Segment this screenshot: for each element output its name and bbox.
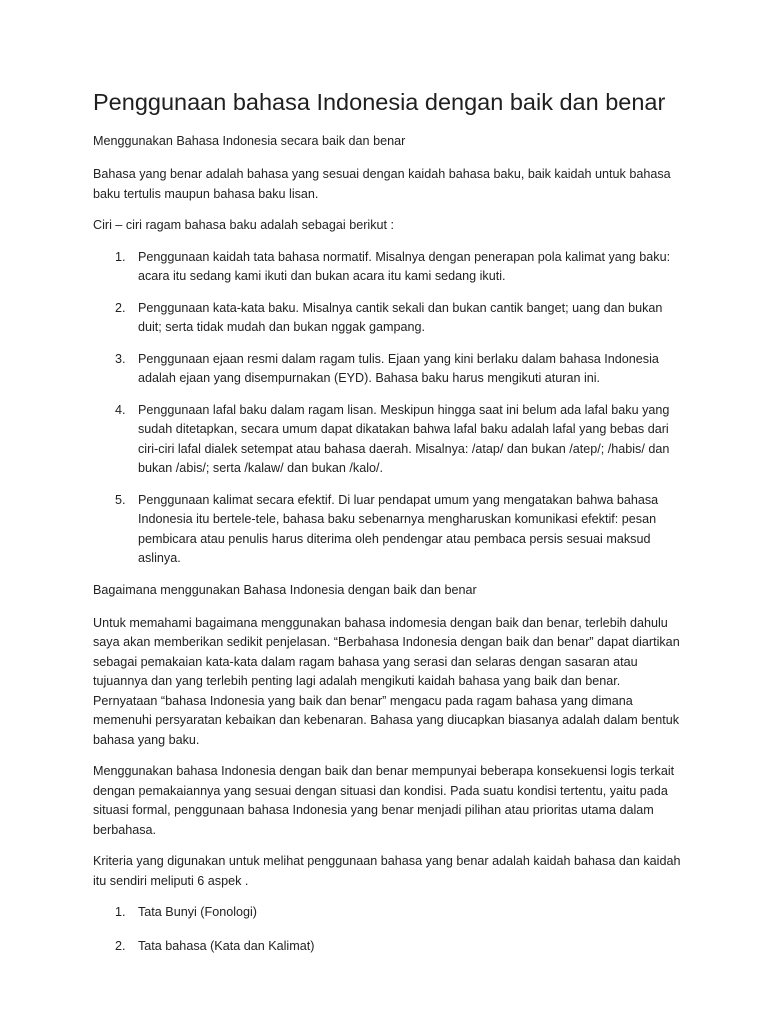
document-content: [93, 86, 683, 970]
ciri-list: [93, 248, 683, 569]
list-item: [93, 299, 683, 338]
list-item-number: 2.: [115, 300, 126, 315]
list-item-number: 1.: [115, 905, 126, 919]
aspect-list: [93, 903, 683, 956]
list-item-number: 2.: [115, 938, 126, 953]
list-item-text: Penggunaan kaidah tata bahasa normatif. Misalnya dengan penerapan pola kalimat yang baku: acara itu sedang kami ikuti dan bukan acara itu kami sedang ikuti.: [138, 249, 671, 283]
list-item: [93, 491, 683, 569]
list-item-text: Penggunaan kalimat secara efektif. Di luar pendapat umum yang mengatakan bahwa bahasa Indonesia itu bertele-tele, bahasa baku sebenarnya mengharuskan komunikasi efektif: pesan pembicara atau penulis harus diterima oleh pendengar atau pembaca persis sesuai maksud aslinya.: [138, 492, 659, 565]
document-title: Penggunaan bahasa Indonesia dengan baik dan benar: [93, 89, 666, 115]
list-item-text: Tata Bunyi (Fonologi): [138, 905, 258, 919]
list-item: [93, 937, 683, 957]
list-item-text: Penggunaan kata-kata baku. Misalnya cantik sekali dan bukan cantik banget; uang dan bukan duit; serta tidak mudah dan bukan nggak gampang.: [138, 300, 663, 334]
list-item-number: 1.: [115, 249, 126, 264]
section1-intro: Bahasa yang benar adalah bahasa yang sesuai dengan kaidah bahasa baku, baik kaidah untuk bahasa baku tertulis maupun bahasa baku lisan.: [93, 167, 671, 201]
list-item: [93, 401, 683, 479]
section2-paragraph: Menggunakan bahasa Indonesia dengan baik dan benar mempunyai beberapa konsekuensi logis terkait dengan pemakaiannya yang sesuai dengan situasi dan kondisi. Pada suatu kondisi tertentu, yaitu pada situasi formal, penggunaan bahasa Indonesia yang benar menjadi pilihan atau prioritas utama dalam berbahasa.: [93, 764, 675, 837]
section2-heading: Bagaimana menggunakan Bahasa Indonesia dengan baik dan benar: [93, 582, 477, 597]
list-item-number: 5.: [115, 492, 126, 507]
list-item: [93, 248, 683, 287]
section1-list-intro: Ciri – ciri ragam bahasa baku adalah sebagai berikut :: [93, 218, 395, 232]
section1-heading: Menggunakan Bahasa Indonesia secara baik dan benar: [93, 134, 406, 148]
section2-paragraph: Kriteria yang digunakan untuk melihat penggunaan bahasa yang benar adalah kaidah bahasa dan kaidah itu sendiri meliputi 6 aspek .: [93, 854, 681, 888]
list-item-number: 4.: [115, 402, 126, 417]
list-item-text: Penggunaan lafal baku dalam ragam lisan. Meskipun hingga saat ini belum ada lafal baku yang sudah ditetapkan, secara umum dapat dikatakan bahwa lafal baku adalah lafal yang bebas dari ciri-ciri lafal dialek setempat atau bahasa daerah. Misalnya: /atap/ dan bukan /atep/; /habis/ dan bukan /abis/; serta /kalaw/ dan bukan /kalo/.: [138, 402, 670, 475]
list-item-number: 3.: [115, 351, 126, 366]
list-item: [93, 903, 683, 923]
section2-paragraph: Untuk memahami bagaimana menggunakan bahasa indomesia dengan baik dan benar, terlebih dahulu saya akan memberikan sedikit penjelasan. “Berbahasa Indonesia dengan baik dan benar” dapat diartikan sebagai pemakaian kata-kata dalam ragam bahasa yang serasi dan selaras dengan sasaran atau tujuannya dan yang terlebih penting lagi adalah mengikuti kaidah bahasa yang baik dan benar. Pernyataan “bahasa Indonesia yang baik dan benar” mengacu pada ragam bahasa yang dimana memenuhi persyaratan kebaikan dan kebenaran. Bahasa yang diucapkan biasanya adalah dalam bentuk bahasa yang baku.: [93, 615, 680, 747]
list-item: [93, 350, 683, 389]
list-item-text: Tata bahasa (Kata dan Kalimat): [138, 938, 315, 953]
list-item-text: Penggunaan ejaan resmi dalam ragam tulis. Ejaan yang kini berlaku dalam bahasa Indonesia adalah ejaan yang disempurnakan (EYD). Bahasa baku harus mengikuti aturan ini.: [138, 351, 659, 385]
